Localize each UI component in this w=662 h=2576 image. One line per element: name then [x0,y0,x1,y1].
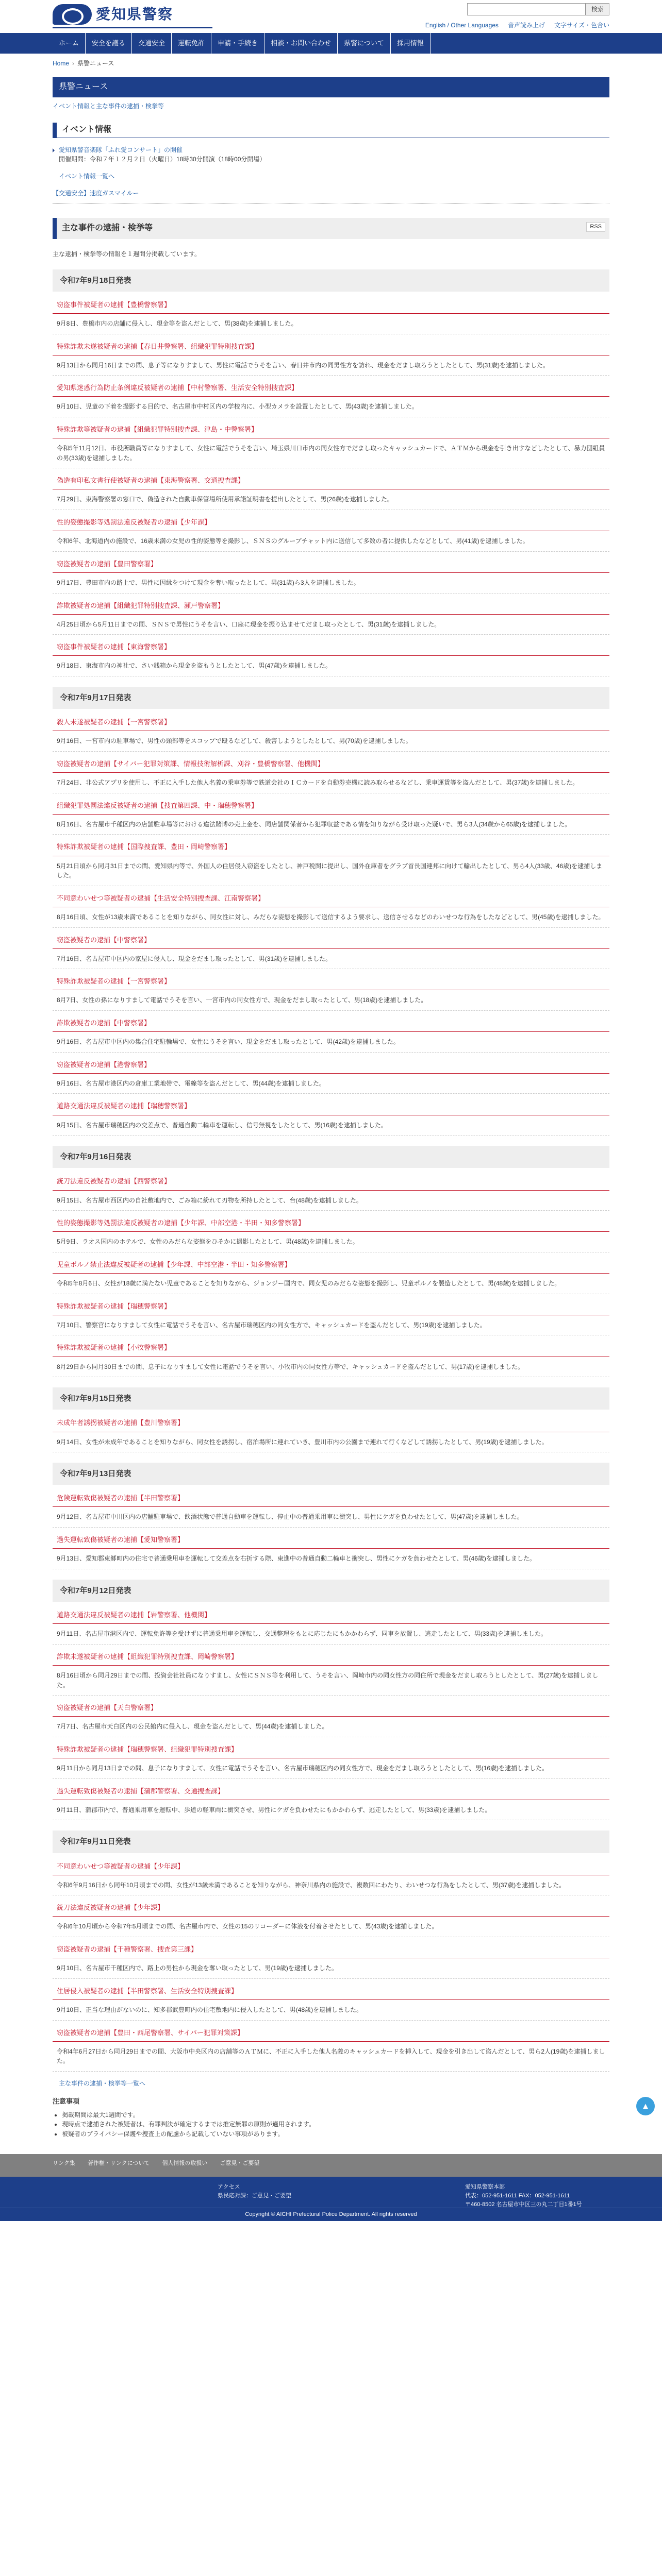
arrest-item [53,598,609,635]
footer-link[interactable]: ご意見・ご要望 [220,2160,260,2167]
gnav-item[interactable]: 県警について [338,33,391,54]
arrest-item [53,1057,609,1094]
arrest-body: 7月24日、非公式アプリを使用し、不正に入手した他人名義の乗車券等で鉄道会社のＩＣカードを自動券売機に読み取らせるなどし、乗車運賃等を盗んだとして、男(37歳)を逮捕しました。 [53,778,609,793]
date-heading: 令和7年9月12日発表 [53,1580,609,1602]
arrest-title[interactable]: 窃盗被疑者の逮捕【天白警察署】 [53,1700,609,1717]
arrest-item [53,973,609,1011]
note-item: • 掲載期間は最大1週間です。 [62,2110,609,2120]
search-button[interactable]: 検索 [586,3,609,15]
arrests-intro: 主な逮捕・検挙等の情報を１週間分掲載しています。 [53,250,201,258]
arrest-body: 9月11日から同月13日までの間、息子になりすまして、女性に電話でうそを言い、名古屋市瑞穂区内の同女性方で、現金をだまし取ろうとしたとして、男(16歳)を逮捕しました。 [53,1764,609,1779]
arrest-body: 9月11日、蒲郡市内で、普通乗用車を運転中、歩道の軽車両に衝突させ、男性にケガを負わせたにもかかわらず、逃走したとして、男(33歳)を逮捕しました。 [53,1805,609,1821]
footer-access[interactable]: アクセス [218,2184,240,2191]
notes [53,2096,609,2139]
arrest-title[interactable]: 偽造有印私文書行使被疑者の逮捕【東海警察署、交通捜査課】 [53,472,609,489]
arrest-body: 9月11日、名古屋市港区内で、運転免許等を受けずに普通乗用車を運転し、交通整理をもとに応じたにもかかわらず、同車を放置し、逃走したとして、男(33歳)を逮捕しました。 [53,1629,609,1645]
arrest-item [53,1941,609,1979]
note-item: • 被疑者のプライバシー保護や捜査上の配慮から記載していない事項があります。 [62,2129,609,2139]
arrest-body: 9月18日、東海市内の神社で、さい銭箱から現金を盗もうとしたとして、男(47歳)を逮捕しました。 [53,661,609,676]
arrest-item [53,1215,609,1252]
footer-link[interactable]: 個人情報の取扱い [162,2160,208,2167]
arrest-body: 令和5年11月12日、市役所職員等になりすまして、女性に電話でうそを言い、埼玉県川口市内の同女性方でだまし取ったキャッシュカードで、ＡＴＭから現金を引き出すなどしたとして、暴力団組員の男(33歳)を逮捕しました。 [53,444,609,468]
arrest-item [53,1607,609,1645]
event-heading: イベント情報 [53,123,609,138]
font-size-link[interactable]: 文字サイズ・色合い [554,22,609,29]
arrest-title[interactable]: 特殊詐欺未遂被疑者の逮捕【春日井警察署、組織犯罪特別捜査課】 [53,338,609,355]
logo-underline [53,27,212,28]
event-title-link[interactable]: 愛知県警音楽隊「ふれ愛コンサート」の開催 [59,146,183,154]
page-title: 県警ニュース [53,77,609,98]
arrest-title[interactable]: 窃盗被疑者の逮捕【豊田警察署】 [53,556,609,573]
arrest-item [53,714,609,752]
page-top-button[interactable]: ▲ [636,2097,655,2115]
gnav-item[interactable]: 申請・手続き [211,33,264,54]
arrest-body: 8月16日頃から同月29日までの間、投資会社社員になりすまし、女性にＳＮＳ等を利用して、うそを言い、岡崎市内の同女性方の同住所で現金をだまし取ろうとしたとして、男(27歳)を逮捕しました。 [53,1671,609,1696]
arrests-heading [53,218,609,239]
footer-link[interactable]: リンク集 [53,2160,75,2167]
list-item [53,145,609,164]
arrest-title[interactable]: 窃盗被疑者の逮捕【千種警察署、捜査第三課】 [53,1941,609,1958]
arrest-title[interactable]: 住居侵入被疑者の逮捕【半田警察署、生活安全特別捜査課】 [53,1983,609,2000]
arrest-item [53,297,609,334]
arrest-body: 5月9日、ラオス国内のホテルで、女性のみだらな姿態をひそかに撮影したとして、男(48歳)を逮捕しました。 [53,1237,609,1252]
arrest-title[interactable]: 銃刀法違反被疑者の逮捕【西警察署】 [53,1173,609,1190]
copyright: Copyright © AICHI Prefectural Police Department. All rights reserved [0,2208,662,2221]
arrest-body: 9月8日、豊橋市内の店舗に侵入し、現金等を盗んだとして、男(38歳)を逮捕しました。 [53,319,609,334]
arrest-title[interactable]: 児童ポルノ禁止法違反被疑者の逮捕【少年課、中部空港・半田・知多警察署】 [53,1257,609,1274]
arrest-item [53,338,609,376]
arrest-title[interactable]: 性的姿態撮影等処罰法違反被疑者の逮捕【少年課、中部空港・半田・知多警察署】 [53,1215,609,1232]
arrest-title[interactable]: 特殊詐欺被疑者の逮捕【一宮警察署】 [53,973,609,990]
event-more-link[interactable]: イベント情報一覧へ [59,172,115,180]
topic-label: 【交通安全】 [53,189,90,197]
arrest-item [53,932,609,970]
arrest-item [53,1983,609,2021]
arrest-item [53,380,609,417]
arrest-body: 4月25日頃から5月11日までの間、ＳＮＳで男性にうそを言い、口座に現金を振り込ませてだまし取ったとして、男(31歳)を逮捕しました。 [53,620,609,635]
arrest-body: 9月13日から同月16日までの間、息子等になりすまして、男性に電話でうそを言い、春日井市内の同男性方を訪れ、現金をだまし取ろうとしたとして、男(31歳)を逮捕しました。 [53,361,609,376]
arrest-item [53,1340,609,1377]
arrest-body: 令和6年10月頃から令和7年5月頃までの間、名古屋市内で、女性の15のリコーダーに体液を付着させたとして、男(43歳)を逮捕しました。 [53,1922,609,1937]
arrest-item [53,1173,609,1211]
arrest-title[interactable]: 詐欺被疑者の逮捕【中警察署】 [53,1015,609,1032]
notes-heading: 注意事項 [53,2097,80,2106]
arrest-body: 9月10日、児童の下着を撮影する目的で、名古屋市中村区内の学校内に、小型カメラを設置したとして、男(43歳)を逮捕しました。 [53,402,609,417]
arrest-title[interactable]: 窃盗被疑者の逮捕【港警察署】 [53,1057,609,1074]
arrest-body: 令和6年9月16日から同年10月頃までの間、女性が13歳未満であることを知りながら、神奈川県内の施設で、複数回にわたり、わいせつな行為をしたとして、男(37歳)を逮捕しました。 [53,1880,609,1896]
date-heading: 令和7年9月15日発表 [53,1387,609,1410]
gnav-item[interactable]: 相談・お問い合わせ [264,33,338,54]
gnav-item[interactable]: 交通安全 [132,33,172,54]
main-content [53,54,609,2139]
arrest-body: 8月29日から同月30日までの間、息子になりすまして女性に電話でうそを言い、小牧市内の同女性方等で、キャッシュカードを盗んだとして、男(17歳)を逮捕しました。 [53,1362,609,1378]
arrest-item [53,1298,609,1336]
site-logo[interactable] [53,3,173,25]
arrest-item [53,421,609,468]
arrest-item [53,1649,609,1696]
arrest-body: 9月10日、正当な理由がないのに、知多郡武豊町内の住宅敷地内に侵入したとして、男(48歳)を逮捕しました。 [53,2005,609,2021]
footer-address: 〒460-8502 名古屋市中区三の丸二丁目1番1号 [465,2201,582,2208]
arrest-item [53,839,609,886]
arrest-item [53,1741,609,1779]
arrest-title[interactable]: 特殊詐欺被疑者の逮捕【瑞穂警察署、組織犯罪特別捜査課】 [53,1741,609,1758]
utility-links [425,21,609,30]
footer-org: 愛知県警察本部 [465,2184,505,2191]
arrest-body: 9月16日、名古屋市港区内の倉庫工業地帯で、電線等を盗んだとして、男(44歳)を逮捕しました。 [53,1079,609,1094]
arrest-title[interactable]: 危険運転致傷被疑者の逮捕【半田警察署】 [53,1490,609,1507]
date-heading: 令和7年9月18日発表 [53,269,609,292]
note-item: • 現時点で逮捕された被疑者は、有罪判決が確定するまでは推定無罪の原則が適用されます。 [62,2120,609,2129]
arrest-item [53,514,609,552]
arrest-body: 7月10日、警察官になりすまして女性に電話でうそを言い、名古屋市瑞穂区内の同女性方で、キャッシュカードを盗んだとして、男(19歳)を逮捕しました。 [53,1320,609,1336]
arrest-body: 令和5年8月6日、女性が18歳に満たない児童であることを知りながら、ジョンジー国内で、同女児のみだらな姿態を撮影し、児童ポルノを製造したとして、男(48歳)を逮捕しました。 [53,1279,609,1294]
arrest-body: 9月17日、豊田市内の路上で、男性に因縁をつけて現金を奪い取ったとして、男(31歳)ら3人を逮捕しました。 [53,578,609,594]
arrest-title[interactable]: 道路交通法違反被疑者の逮捕【岩警察署、他機関】 [53,1607,609,1624]
arrest-body: 9月13日、愛知郡東郷町内の住宅で普通乗用車を運転して交差点を右折する際、東進中の普通自動二輪車と衝突し、男性にケガを負わせたとして、男(46歳)を逮捕しました。 [53,1554,609,1569]
english-link[interactable]: English / Other Languages [425,22,499,29]
arrest-body: 9月15日、名古屋市瑞穂区内の交差点で、普通自動二輪車を運転し、信号無視をしたとして、男(16歳)を逮捕しました。 [53,1121,609,1136]
arrest-body: 令和6年、北海道内の施設で、16歳未満の女児の性的姿態等を撮影し、ＳＮＳのグループチャット内に送信して多数の者に提供したなどとして、男(41歳)を逮捕しました。 [53,536,609,552]
arrest-title[interactable]: 窃盗被疑者の逮捕【サイバー犯罪対策課、情報技術解析課、刈谷・豊橋警察署、他機関】 [53,756,609,773]
footer-tel: 代表：052-951-1611 FAX：052-951-1611 [465,2193,570,2199]
topic-link[interactable]: 速度ガスマイルー [90,189,139,197]
breadcrumb-home[interactable]: Home [53,60,70,67]
search-area [467,3,609,15]
arrest-item [53,890,609,928]
arrest-title[interactable]: 殺人未遂被疑者の逮捕【一宮警察署】 [53,714,609,731]
arrest-body: 9月16日、名古屋市中区内の集合住宅駐輪場で、女性にうそを言い、現金をだまし取ったとして、男(42歳)を逮捕しました。 [53,1037,609,1053]
arrest-item [53,1415,609,1452]
arrest-title[interactable]: 不同意わいせつ等被疑者の逮捕【生活安全特別捜査課、江南警察署】 [53,890,609,907]
topic-bar [53,189,609,204]
gnav-item[interactable]: 採用情報 [391,33,431,54]
arrest-item [53,756,609,793]
reading-aid-link[interactable]: 音声読み上げ [507,22,545,29]
arrest-title[interactable]: 窃盗事件被疑者の逮捕【東海警察署】 [53,639,609,656]
arrest-title[interactable]: 性的姿態撮影等処罰法違反被疑者の逮捕【少年課】 [53,514,609,531]
arrest-item [53,2025,609,2072]
arrest-item [53,1098,609,1136]
breadcrumb-current: 県警ニュース [77,60,114,67]
arrest-title[interactable]: 特殊詐欺被疑者の逮捕【小牧警察署】 [53,1340,609,1357]
arrest-title[interactable]: 未成年者誘拐被疑者の逮捕【豊川警察署】 [53,1415,609,1432]
arrest-days [53,269,609,2072]
arrest-title[interactable]: 詐欺被疑者の逮捕【組織犯罪特別捜査課、瀬戸警察署】 [53,598,609,615]
arrest-body: 8月16日頃、女性が13歳未満であることを知りながら、同女性に対し、みだらな姿態を撮影して送信するよう要求し、送信させるなどのわいせつな行為をしたなどとして、男(45歳)を逮捕しました。 [53,912,609,928]
footer-links-col [218,2183,444,2200]
arrest-title[interactable]: 詐欺未遂被疑者の逮捕【組織犯罪特別捜査課、岡崎警察署】 [53,1649,609,1666]
global-nav [0,33,662,54]
arrest-item [53,639,609,676]
sub-link[interactable]: イベント情報と主な事件の逮捕・検挙等 [53,103,164,110]
arrest-body: 7月16日、名古屋市中区内の家屋に侵入し、現金をだまし取ったとして、男(31歳)を逮捕しました。 [53,954,609,970]
arrest-body: 9月14日、女性が未成年であることを知りながら、同女性を誘拐し、宿泊場所に連れていき、豊川市内の公園まで連れて行くなどして誘拐したとして、男(19歳)を逮捕しました。 [53,1437,609,1453]
footer [0,2177,662,2208]
site-name: 愛知県警察 [96,6,174,23]
arrest-title[interactable]: 組織犯罪処罰法違反被疑者の逮捕【捜査第四課、中・瑞穂警察署】 [53,798,609,815]
arrest-title[interactable]: 愛知県迷惑行為防止条例違反被疑者の逮捕【中村警察署、生活安全特別捜査課】 [53,380,609,397]
arrest-title[interactable]: 過失運転致傷被疑者の逮捕【蒲郡警察署、交通捜査課】 [53,1783,609,1800]
gnav-item[interactable]: 安全を護る [86,33,132,54]
arrest-body: 5月21日頃から同月31日までの間、愛知県内等で、外国人の住居侵入窃盗をしたとし、神戸税関に提出し、国外在庫者をグラブ首長国連邦に向けて輸出したとして、男ら4人(33歳、46歳)を逮捕しました。 [53,861,609,886]
arrest-item [53,1532,609,1569]
arrest-item [53,1015,609,1053]
arrest-body: 9月16日、一宮市内の駐車場で、男性の頸部等をスコップで殴るなどして、殺害しようとしたとして、男(70歳)を逮捕しました。 [53,736,609,752]
header [0,0,662,33]
gnav-item[interactable]: 運転免許 [172,33,211,54]
arrest-body: 令和4年6月27日から同月29日までの間、大阪市中央区内の店舗等のＡＴＭに、不正に入手した他人名義のキャッシュカードを挿入して、現金を引き出して盗んだとして、男ら2人(19歳)を逮捕しました。 [53,2047,609,2072]
arrest-body: 9月15日、名古屋市西区内の自社敷地内で、ごみ箱に紛れて刃物を所持したとして、台(48歳)を逮捕しました。 [53,1196,609,1211]
arrests-list-link[interactable]: 主な事件の逮捕・検挙等一覧へ [59,2079,146,2087]
date-heading: 令和7年9月17日発表 [53,687,609,709]
arrest-item [53,1700,609,1737]
rss-button[interactable]: RSS [586,222,605,232]
gnav-item[interactable]: ホーム [53,33,86,54]
arrest-item [53,1490,609,1528]
footer-address-col [465,2183,582,2209]
arrests-heading-text: 主な事件の逮捕・検挙等 [62,224,153,233]
arrest-item [53,1858,609,1896]
arrest-item [53,1257,609,1294]
arrest-title[interactable]: 不同意わいせつ等被疑者の逮捕【少年課】 [53,1858,609,1875]
arrest-body: 8月7日、女性の孫になりすまして電話でうそを言い、一宮市内の同女性方で、現金をだまし取ったとして、男(18歳)を逮捕しました。 [53,995,609,1011]
date-heading: 令和7年9月13日発表 [53,1463,609,1485]
arrest-body: 7月29日、東海警察署の窓口で、偽造された自動車保管場所使用承諾証明書を提出したとして、男(26歳)を逮捕しました。 [53,495,609,510]
footer-contact[interactable]: 県民応対課：ご意見・ご要望 [218,2193,291,2199]
arrest-title[interactable]: 特殊詐欺被疑者の逮捕【瑞穂警察署】 [53,1298,609,1315]
arrest-item [53,556,609,594]
arrest-item [53,472,609,510]
arrest-body: 7月7日、名古屋市天白区内の公民館内に侵入し、現金を盗んだとして、男(44歳)を逮捕しました。 [53,1722,609,1737]
date-heading: 令和7年9月16日発表 [53,1146,609,1168]
arrest-title[interactable]: 過失運転致傷被疑者の逮捕【愛知警察署】 [53,1532,609,1549]
breadcrumb: Home › 県警ニュース [53,60,114,67]
arrest-item [53,798,609,835]
arrest-body: 8月16日、名古屋市千種区内の店舗駐車場等における違法賭博の売上金を、同店舗関係者から犯罪収益である情を知りながら受け取った疑いで、男ら3人(34歳から65歳)を逮捕しました。 [53,820,609,835]
event-detail: 開催期間：令和７年１２月２日（火曜日）18時30分開演（18時00分開場） [59,156,266,163]
arrest-title[interactable]: 窃盗被疑者の逮捕【豊田・西尾警察署、サイバー犯罪対策課】 [53,2025,609,2042]
search-input[interactable] [467,3,586,15]
event-list [53,145,609,164]
police-emblem-icon [53,4,92,25]
arrest-item [53,1900,609,1937]
arrest-title[interactable]: 窃盗被疑者の逮捕【中警察署】 [53,932,609,949]
arrest-title[interactable]: 道路交通法違反被疑者の逮捕【瑞穂警察署】 [53,1098,609,1115]
arrest-title[interactable]: 銃刀法違反被疑者の逮捕【少年課】 [53,1900,609,1917]
arrest-title[interactable]: 特殊詐欺等被疑者の逮捕【組織犯罪特別捜査課、津島・中警察署】 [53,421,609,438]
arrest-title[interactable]: 窃盗事件被疑者の逮捕【豊橋警察署】 [53,297,609,314]
arrest-body: 9月12日、名古屋市中川区内の店舗駐車場で、飲酒状態で普通自動車を運転し、停止中の普通乗用車に衝突し、男性にケガを負わせたとして、男(47歳)を逮捕しました。 [53,1512,609,1528]
arrest-item [53,1783,609,1821]
footer-link[interactable]: 著作権・リンクについて [87,2160,150,2167]
arrest-title[interactable]: 特殊詐欺被疑者の逮捕【国際捜査課、豊田・岡崎警察署】 [53,839,609,856]
arrest-body: 9月10日、名古屋市千種区内で、路上の男性から現金を奪い取ったとして、男(19歳)を逮捕しました。 [53,1963,609,1979]
footer-nav [0,2154,662,2177]
date-heading: 令和7年9月11日発表 [53,1831,609,1853]
